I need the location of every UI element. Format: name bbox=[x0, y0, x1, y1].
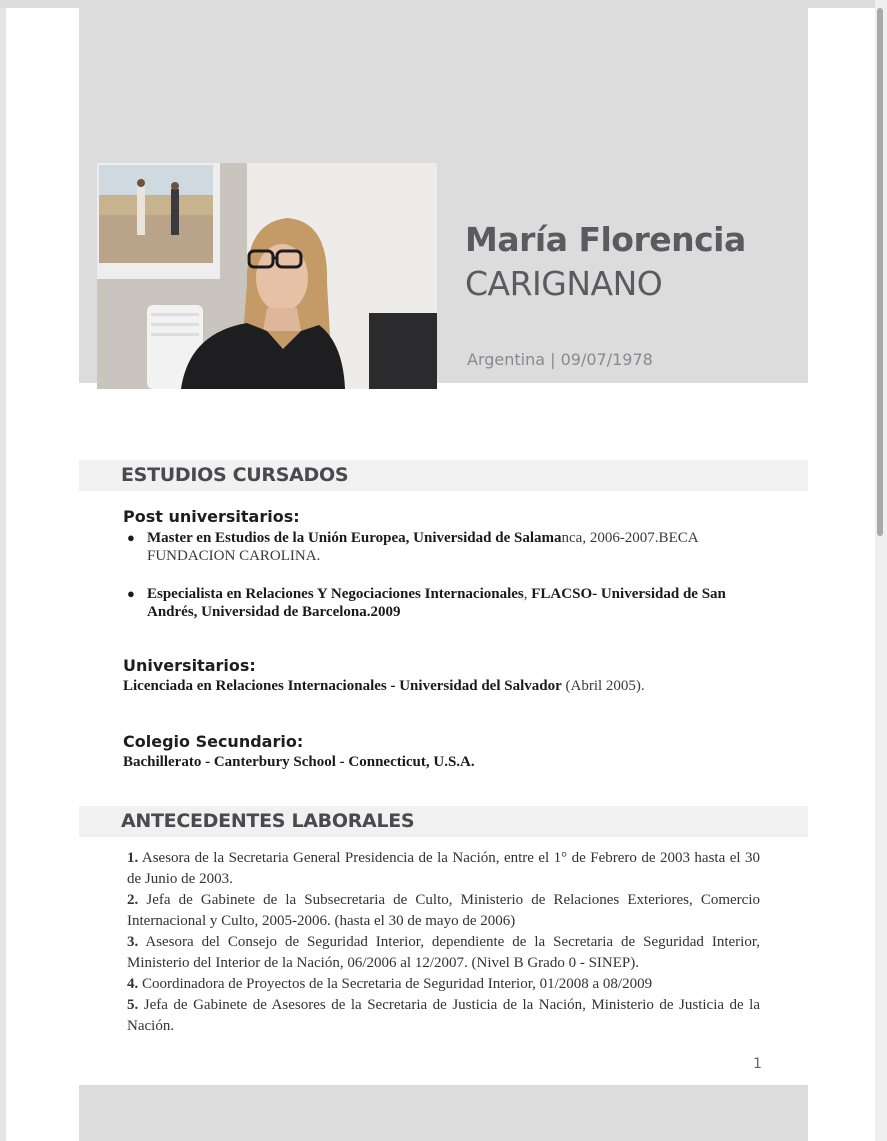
page-number: 1 bbox=[753, 1056, 762, 1072]
job-number: 5. bbox=[127, 997, 139, 1013]
degree-text: Especialista en Relaciones Y Negociaciones Internacionales bbox=[147, 586, 524, 602]
job-item bbox=[127, 932, 760, 974]
subhead-universitarios: Universitarios: bbox=[123, 656, 256, 675]
footer-band bbox=[79, 1085, 808, 1141]
degree-detail: nca, 2006-2007.BECA FUNDACION CAROLINA. bbox=[147, 530, 698, 564]
list-item bbox=[127, 529, 767, 565]
section-bar-estudios bbox=[79, 460, 808, 491]
job-item bbox=[127, 848, 760, 890]
scrollbar-thumb[interactable] bbox=[877, 8, 883, 536]
country-birthdate: Argentina | 09/07/1978 bbox=[467, 350, 653, 369]
first-name: María Florencia bbox=[465, 220, 746, 259]
job-text: Jefa de Gabinete de Asesores de la Secretaria de Justicia de la Nación, Ministerio de Justicia de la Nación. bbox=[127, 997, 761, 1034]
section-title-laborales: ANTECEDENTES LABORALES bbox=[121, 810, 415, 832]
job-text: Jefa de Gabinete de la Subsecretaria de Culto, Ministerio de Relaciones Exteriores, Comercio Internacional y Culto, 2005-2006. (hasta el 30 de mayo de 2006) bbox=[127, 892, 761, 929]
bullet-icon: ● bbox=[127, 530, 135, 545]
job-item bbox=[127, 995, 760, 1037]
last-name: CARIGNANO bbox=[465, 264, 663, 303]
list-item bbox=[127, 585, 767, 621]
job-item bbox=[127, 890, 760, 932]
job-list bbox=[127, 848, 760, 1037]
job-text: Coordinadora de Proyectos de la Secretaria de Seguridad Interior, 01/2008 a 08/2009 bbox=[142, 976, 653, 992]
section-title-estudios: ESTUDIOS CURSADOS bbox=[121, 464, 349, 486]
job-text: Asesora del Consejo de Seguridad Interior, dependiente de la Secretaria de Seguridad Interior, Ministerio del Interior de la Nación, 06/2006 al 12/2007. (Nivel B Grado 0 - SINEP). bbox=[127, 934, 760, 971]
degree-text: Licenciada en Relaciones Internacionales - Universidad del Salvador bbox=[123, 678, 562, 694]
job-number: 2. bbox=[127, 892, 139, 908]
job-number: 4. bbox=[127, 976, 139, 992]
universitarios-text bbox=[123, 677, 645, 695]
job-number: 3. bbox=[127, 934, 139, 950]
window-top-edge bbox=[0, 0, 887, 8]
job-text: Asesora de la Secretaria General Presidencia de la Nación, entre el 1° de Febrero de 2003 hasta el 30 de Junio de 2003. bbox=[127, 850, 760, 887]
degree-institution: FLACSO- Universidad de San Andrés, Universidad de Barcelona.2009 bbox=[147, 586, 726, 620]
job-item bbox=[127, 974, 760, 995]
degree-text: Bachillerato - Canterbury School - Connecticut, U.S.A. bbox=[123, 754, 475, 770]
section-bar-laborales bbox=[79, 806, 808, 837]
degree-separator: , bbox=[523, 586, 532, 602]
subhead-post-universitarios: Post universitarios: bbox=[123, 507, 300, 526]
job-number: 1. bbox=[127, 850, 139, 866]
subhead-colegio-secundario: Colegio Secundario: bbox=[123, 732, 304, 751]
bullet-icon: ● bbox=[127, 586, 135, 601]
degree-detail: (Abril 2005). bbox=[561, 678, 645, 694]
profile-photo bbox=[97, 163, 437, 389]
secundario-text bbox=[123, 753, 475, 771]
degree-text: Master en Estudios de la Unión Europea, Universidad de Salama bbox=[147, 530, 562, 546]
